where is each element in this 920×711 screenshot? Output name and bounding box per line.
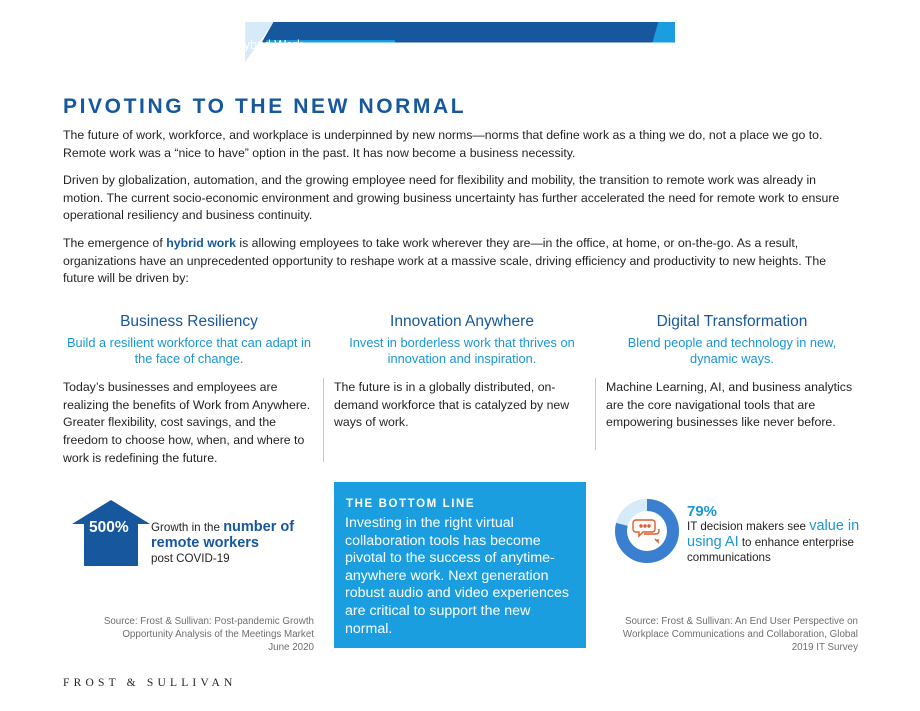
bottom-line-text: Investing in the right virtual collaboration tools has become pivotal to the success of anytime-anywhere work. Next generation robust audio and video experiences are critical to support the new normal. [345, 515, 570, 637]
bottom-line-heading: THE BOTTOM LINE [346, 498, 476, 510]
page-title: PIVOTING TO THE NEW NORMAL [63, 95, 467, 118]
intro-paragraph-1: The future of work, workforce, and workplace is underpinned by new norms—norms that define work as a thing we do, not a place we go to. Remote work was a “nice to have” option in the past. It has now become a business necessity. [63, 128, 823, 160]
column-body: The future is in a globally distributed, on-demand workforce that is catalyzed by new ways of work. [334, 380, 570, 430]
intro-paragraph-2: Driven by globalization, automation, and the growing employee need for flexibility and mobility, the transition to remote work was already in motion. The current socio-economic environment and growing business uncertainty has further accelerated the need for remote work to ensure operational resiliency and business continuity. [63, 173, 840, 222]
stat-emphasis: number of remote workers [151, 519, 295, 551]
column-divider [323, 378, 324, 462]
hybrid-work-highlight: hybrid work [166, 236, 236, 250]
stat-description-right [687, 519, 867, 566]
ai-chat-icon [633, 520, 659, 542]
header-navy-band [262, 22, 675, 43]
intro-paragraph-3 [63, 235, 859, 288]
stat-post: post COVID-19 [151, 552, 230, 565]
column-innovation-anywhere [334, 313, 588, 430]
column-subtitle: Build a resilient workforce that can adapt in the face of change. [67, 335, 311, 366]
donut-chart-79 [614, 498, 680, 564]
column-subtitle: Blend people and technology in new, dynamic ways. [627, 335, 837, 366]
stat-emphasis: value in using AI [687, 518, 860, 550]
column-title: Innovation Anywhere [390, 313, 534, 330]
stat-pre: IT decision makers see [687, 520, 810, 533]
column-digital-transformation [606, 313, 858, 430]
stat-value-79: 79% [687, 503, 718, 520]
stat-post: to enhance enterprise communications [687, 535, 854, 564]
stat-value-500: 500% [89, 519, 129, 536]
column-body: Today’s businesses and employees are realizing the benefits of Work from Anywhere. Greater flexibility, cost savings, and the freedom to choose how, when, and where to work is redefining the future. [63, 380, 311, 465]
source-note-right: Source: Frost & Sullivan: An End User Perspective on Workplace Communications and Collaboration, Global 2019 IT Survey [622, 616, 858, 653]
page-number: 3 [870, 39, 878, 53]
column-title: Digital Transformation [656, 313, 808, 330]
stat-pre: Growth in the [151, 521, 224, 534]
p3-before: The emergence of [63, 236, 167, 250]
column-business-resiliency [63, 313, 315, 465]
stat-description [151, 520, 311, 567]
p3-after: is allowing employees to take work wherever they are—in the office, at home, or on-the-go. As a result, organizations have an unprecedented opportunity to reshape work at a massive scale, driving efficiency and productivity to new heights. The future will be driven by: [63, 236, 827, 285]
header-title: Prepare Your Business for Hybrid Work [86, 38, 304, 52]
column-title: Business Resiliency [120, 313, 258, 330]
column-subtitle: Invest in borderless work that thrives on innovation and inspiration. [349, 335, 575, 366]
column-divider [595, 378, 596, 450]
source-note-left: Source: Frost & Sullivan: Post-pandemic Growth Opportunity Analysis of the Meetings Market June 2020 [103, 616, 314, 653]
column-body: Machine Learning, AI, and business analytics are the core navigational tools that are empowering businesses like never before. [606, 380, 853, 430]
frost-sullivan-logo: FROST & SULLIVAN [63, 677, 237, 689]
